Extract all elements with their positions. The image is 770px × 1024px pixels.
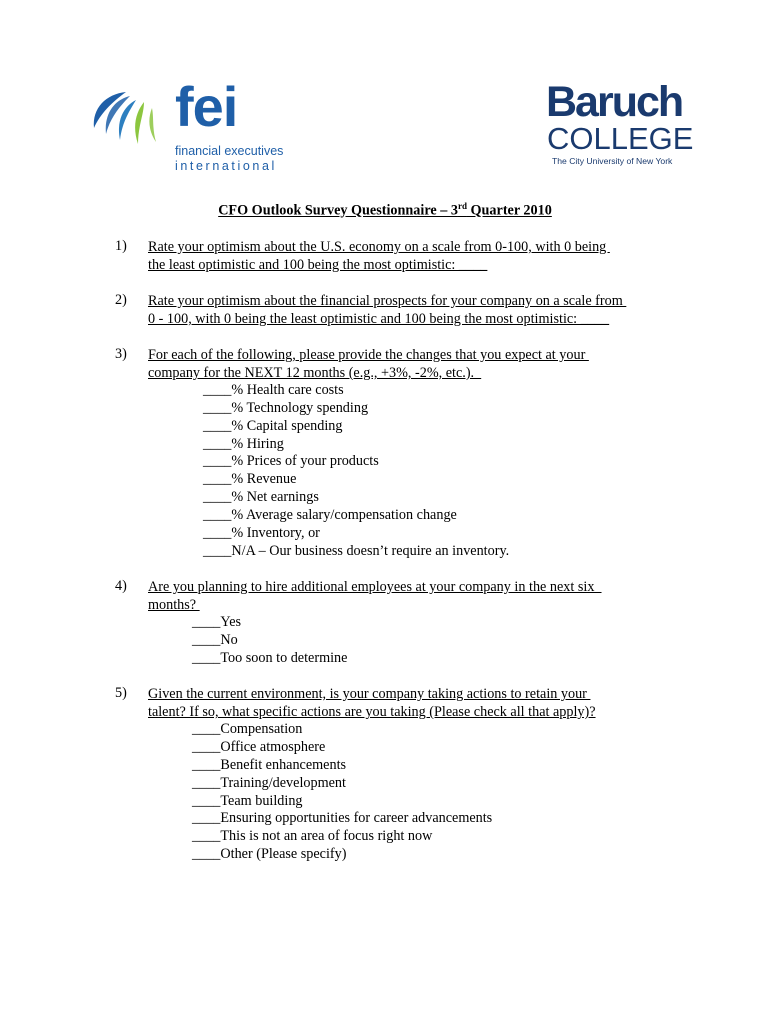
option-capital[interactable]: ____% Capital spending: [203, 418, 343, 434]
baruch-logo: [546, 78, 696, 171]
option-other[interactable]: ____Other (Please specify): [192, 846, 347, 862]
question-text-line: Are you planning to hire additional employees at your company in the next six: [148, 579, 602, 595]
question-text-line: talent? If so, what specific actions are you taking (Please check all that apply)?: [148, 704, 596, 720]
option-health-care[interactable]: ____% Health care costs: [203, 382, 344, 398]
option-compensation[interactable]: ____Compensation: [192, 721, 303, 737]
question-number: 5): [115, 685, 127, 701]
page-title: CFO Outlook Survey Questionnaire – 3rd Quarter 2010: [218, 201, 552, 219]
option-benefits[interactable]: ____Benefit enhancements: [192, 757, 347, 773]
baruch-wordmark: Baruch: [546, 78, 683, 126]
question-number: 1): [115, 238, 127, 254]
option-training[interactable]: ____Training/development: [192, 775, 346, 791]
option-no[interactable]: ____No: [192, 632, 238, 648]
option-na[interactable]: ____N/A – Our business doesn’t require an inventory.: [203, 543, 510, 559]
option-career[interactable]: ____Ensuring opportunities for career advancements: [192, 810, 493, 826]
option-prices[interactable]: ____% Prices of your products: [203, 453, 379, 469]
question-text-line: For each of the following, please provide the changes that you expect at your: [148, 347, 589, 363]
college-wordmark: COLLEGE: [547, 121, 694, 156]
option-salary[interactable]: ____% Average salary/compensation change: [203, 507, 457, 523]
question-text-line: company for the NEXT 12 months (e.g., +3%, -2%, etc.).: [148, 365, 482, 381]
fei-swoosh-icon: [86, 88, 166, 148]
option-technology[interactable]: ____% Technology spending: [203, 400, 369, 416]
question-number: 2): [115, 292, 127, 308]
option-hiring[interactable]: ____% Hiring: [203, 436, 284, 452]
option-too-soon[interactable]: ____Too soon to determine: [192, 650, 348, 666]
option-yes[interactable]: ____Yes: [192, 614, 242, 630]
question-number: 4): [115, 578, 127, 594]
baruch-subtitle: The City University of New York: [552, 156, 673, 166]
question-text-line: Given the current environment, is your company taking actions to retain your: [148, 686, 591, 702]
question-number: 3): [115, 346, 127, 362]
question-text-line[interactable]: 0 - 100, with 0 being the least optimistic and 100 being the most optimistic: ____: [148, 311, 610, 327]
option-revenue[interactable]: ____% Revenue: [203, 471, 297, 487]
option-not-focus[interactable]: ____This is not an area of focus right now: [192, 828, 433, 844]
question-text-line[interactable]: the least optimistic and 100 being the most optimistic: ____: [148, 257, 488, 273]
option-net-earnings[interactable]: ____% Net earnings: [203, 489, 319, 505]
fei-wordmark: fei: [175, 75, 238, 138]
option-inventory[interactable]: ____% Inventory, or: [203, 525, 320, 541]
option-office-atmosphere[interactable]: ____Office atmosphere: [192, 739, 326, 755]
question-text-line: Rate your optimism about the financial prospects for your company on a scale from: [148, 293, 627, 309]
fei-tagline-1: financial executives: [175, 144, 284, 158]
question-text-line: months?: [148, 597, 200, 613]
option-team-building[interactable]: ____Team building: [192, 793, 303, 809]
question-text-line: Rate your optimism about the U.S. economy on a scale from 0-100, with 0 being: [148, 239, 610, 255]
fei-logo: [86, 75, 296, 176]
fei-tagline-2: international: [175, 159, 277, 173]
